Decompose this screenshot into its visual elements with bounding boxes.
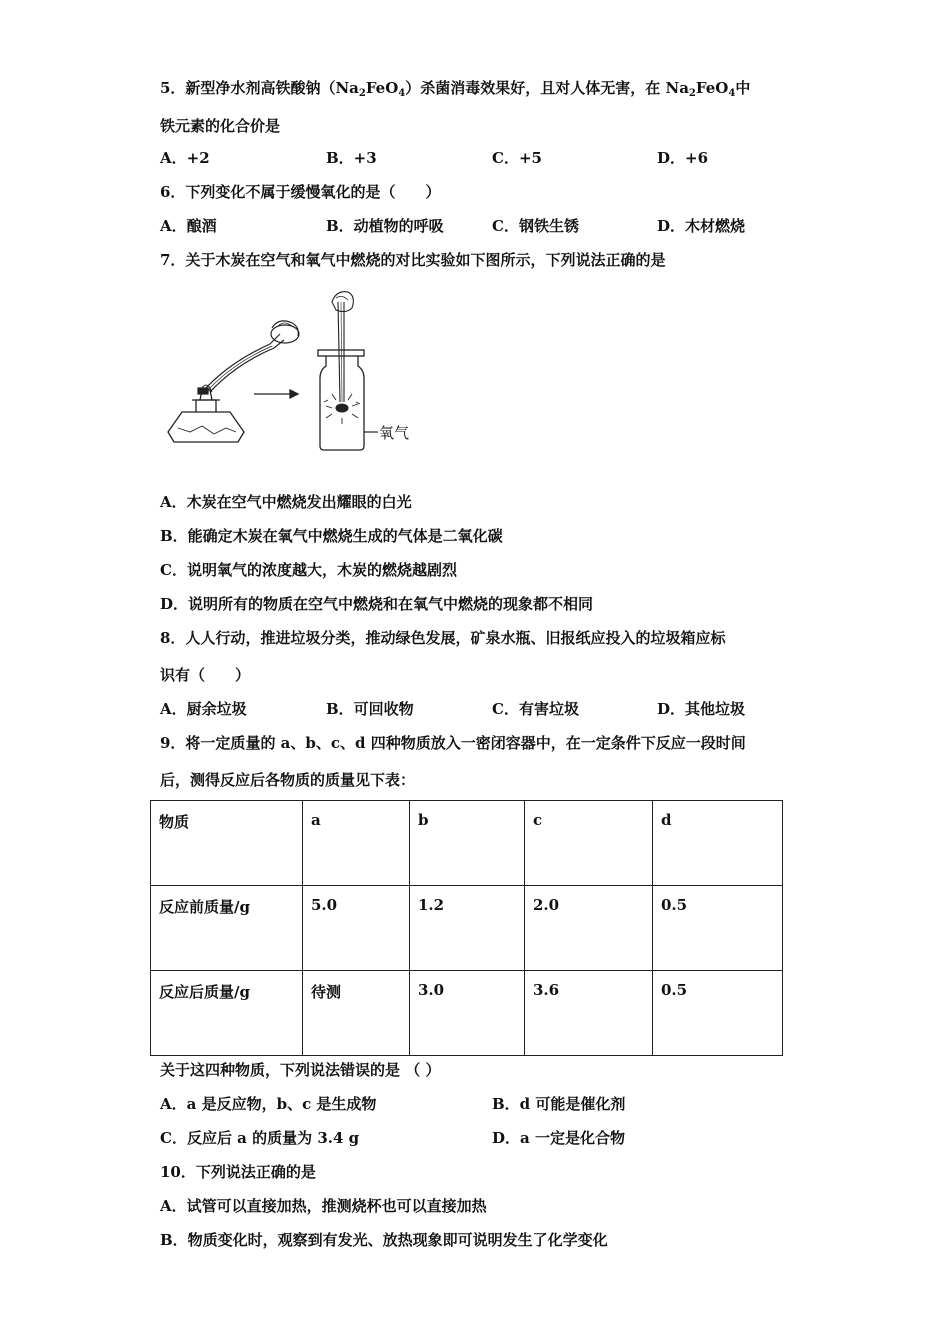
table-cell: 1.2 bbox=[410, 886, 525, 971]
crucible-tongs-icon bbox=[198, 321, 299, 394]
mass-table bbox=[150, 800, 783, 1056]
q7-option-b: B．能确定木炭在氧气中燃烧生成的气体是二氧化碳 bbox=[160, 527, 503, 545]
table-cell: 物质 bbox=[151, 801, 303, 886]
table-cell: b bbox=[410, 801, 525, 886]
q5-option-c: C．+5 bbox=[492, 149, 542, 167]
q5-stem-line2: 铁元素的化合价是 bbox=[160, 117, 281, 135]
q9-stem-line2: 后，测得反应后各物质的质量见下表： bbox=[160, 771, 416, 789]
q7-stem: 7．关于木炭在空气和氧气中燃烧的对比实验如下图所示，下列说法正确的是 bbox=[160, 251, 666, 269]
q5-stem-line1: 5．新型净水剂高铁酸钠$(Na_2FeO_4)$杀菌消毒效果好，且对人体无害，在 $Na_2FeO_4$中 bbox=[160, 79, 751, 99]
q8-option-a: A．厨余垃圾 bbox=[160, 700, 247, 718]
table-row bbox=[151, 971, 783, 1056]
table-cell: 2.0 bbox=[525, 886, 653, 971]
q9-option-b: B．d 可能是催化剂 bbox=[492, 1095, 626, 1113]
q6-option-b: B．动植物的呼吸 bbox=[326, 217, 444, 235]
q7-option-d: D．说明所有的物质在空气中燃烧和在氧气中燃烧的现象都不相同 bbox=[160, 595, 594, 613]
q8-stem-line2: 识有（ ） bbox=[160, 666, 251, 684]
table-cell: a bbox=[303, 801, 410, 886]
table-cell: 反应前质量/g bbox=[151, 886, 303, 971]
table-row bbox=[151, 886, 783, 971]
q6-option-d: D．木材燃烧 bbox=[657, 217, 746, 235]
q5-option-d: D．+6 bbox=[657, 149, 709, 167]
table-cell: 0.5 bbox=[653, 971, 783, 1056]
table-row bbox=[151, 801, 783, 886]
q8-stem-line1: 8．人人行动，推进垃圾分类，推动绿色发展，矿泉水瓶、旧报纸应投入的垃圾箱应标 bbox=[160, 629, 726, 647]
q5-option-b: B．+3 bbox=[326, 149, 377, 167]
arrow-right-icon bbox=[254, 390, 298, 398]
q8-option-d: D．其他垃圾 bbox=[657, 700, 746, 718]
oxygen-label: 氧气 bbox=[379, 424, 410, 442]
q8-option-b: B．可回收物 bbox=[326, 700, 414, 718]
q9-option-c: C．反应后 a 的质量为 3.4 g bbox=[160, 1129, 360, 1147]
q6-stem: 6．下列变化不属于缓慢氧化的是（ ） bbox=[160, 183, 441, 201]
table-cell: c bbox=[525, 801, 653, 886]
table-cell: 反应后质量/g bbox=[151, 971, 303, 1056]
table-cell: d bbox=[653, 801, 783, 886]
q5-option-a: A．+2 bbox=[160, 149, 210, 167]
burning-charcoal-icon bbox=[326, 292, 358, 424]
q8-option-c: C．有害垃圾 bbox=[492, 700, 579, 718]
q10-option-a: A．试管可以直接加热，推测烧杯也可以直接加热 bbox=[160, 1197, 487, 1215]
q7-option-c: C．说明氧气的浓度越大，木炭的燃烧越剧烈 bbox=[160, 561, 457, 579]
table-cell: 3.0 bbox=[410, 971, 525, 1056]
q6-option-c: C．钢铁生锈 bbox=[492, 217, 579, 235]
gas-bottle-icon bbox=[318, 350, 364, 450]
q9-option-a: A．a 是反应物，b、c 是生成物 bbox=[160, 1095, 377, 1113]
q10-stem: 10．下列说法正确的是 bbox=[160, 1163, 316, 1181]
q9-option-d: D．a 一定是化合物 bbox=[492, 1129, 625, 1147]
q9-stem-line1: 9．将一定质量的 a、b、c、d 四种物质放入一密闭容器中，在一定条件下反应一段时间 bbox=[160, 734, 746, 752]
q9-question: 关于这四种物质，下列说法错误的是 （ ） bbox=[160, 1061, 441, 1079]
charcoal-combustion-figure bbox=[160, 282, 450, 462]
q10-option-b: B．物质变化时，观察到有发光、放热现象即可说明发生了化学变化 bbox=[160, 1231, 608, 1249]
table-cell: 0.5 bbox=[653, 886, 783, 971]
table-cell: 待测 bbox=[303, 971, 410, 1056]
q6-option-a: A．酿酒 bbox=[160, 217, 217, 235]
table-cell: 5.0 bbox=[303, 886, 410, 971]
q7-option-a: A．木炭在空气中燃烧发出耀眼的白光 bbox=[160, 493, 412, 511]
table-cell: 3.6 bbox=[525, 971, 653, 1056]
